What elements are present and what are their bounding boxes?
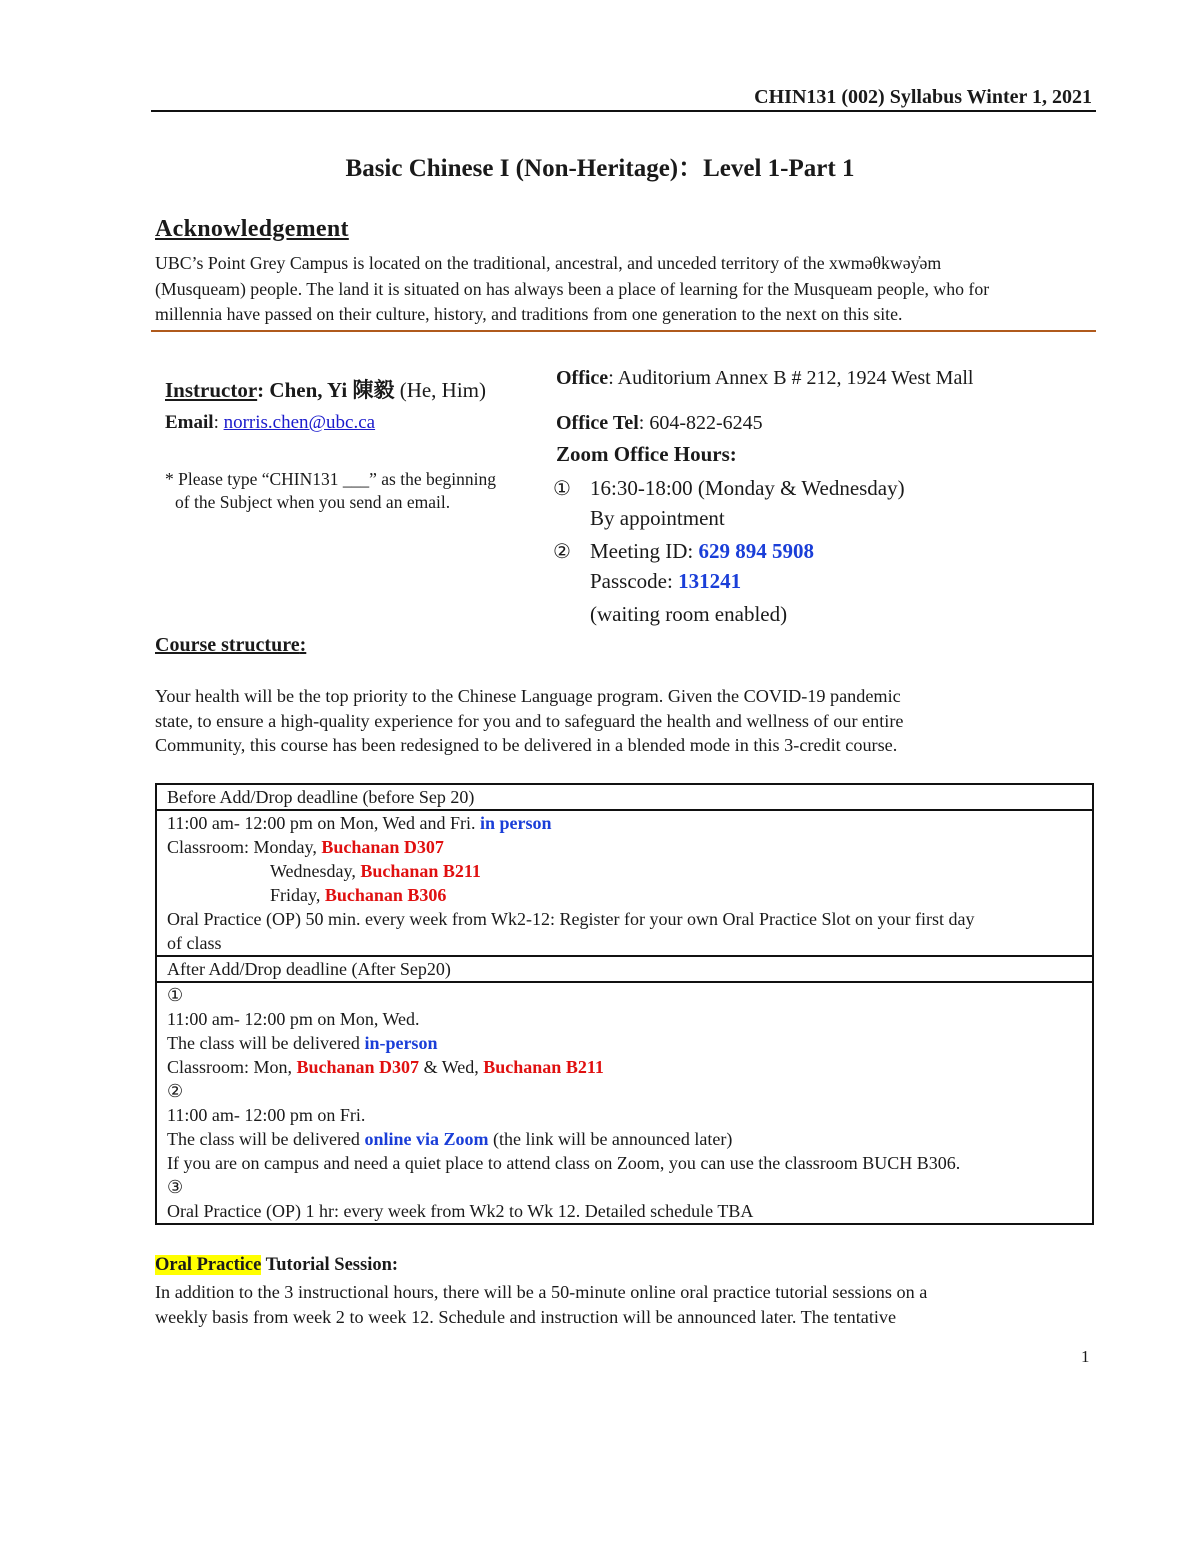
office-address: Auditorium Annex B # 212, 1924 West Mall [617,367,974,389]
note-line: * Please type “CHIN131 ___” as the beginning [165,469,496,489]
zoom-hours-heading: Zoom Office Hours: [556,442,737,466]
schedule-table [155,783,1094,1225]
circle-one-marker: ① [553,478,571,500]
ack-line: millennia have passed on their culture, history, and traditions from one generation to the next on this site. [155,304,903,324]
online-note: (the link will be announced later) [488,1129,733,1149]
office-tel-label: Office Tel [556,412,639,434]
meeting-id-line [590,539,814,564]
acknowledgement-heading: Acknowledgement [155,216,349,242]
course-structure-heading [155,634,306,657]
passcode: 131241 [678,569,742,593]
in-person-tag: in person [480,813,552,833]
appointment-text: By appointment [590,506,725,530]
instructor-pronouns: (He, Him) [399,378,487,402]
office-label: Office [556,367,609,389]
ack-line: (Musqueam) people. The land it is situated on has always been a place of learning for the Musqueam people, who for [155,278,990,299]
friday-label: Friday, [270,885,325,905]
circle-two-marker: ② [167,1081,184,1101]
meeting-id: 629 894 5908 [698,539,814,563]
acknowledgement-text [155,251,1095,328]
after-time-mon-wed: 11:00 am- 12:00 pm on Mon, Wed. [167,1009,420,1029]
delivered-label: The class will be delivered [167,1129,365,1149]
oral-practice-line: Oral Practice (OP) 1 hr: every week from Wk2 to Wk 12. Detailed schedule TBA [167,1201,754,1221]
oral-practice-text [155,1280,1095,1330]
quiet-place-note: If you are on campus and need a quiet place to attend class on Zoom, you can use the classroom BUCH B306. [167,1153,961,1173]
document-title: Basic Chinese I (Non-Heritage)：Level 1-Part 1 [345,155,855,182]
after-deadline-details [156,982,1093,1224]
circle-three-marker: ③ [167,1177,184,1197]
meeting-id-label: Meeting ID: [590,539,699,563]
section-divider [151,330,1096,332]
email-label: Email [165,412,214,433]
oral-heading-rest: Tutorial Session: [261,1255,399,1275]
oral-line: In addition to the 3 instructional hours, there will be a 50-minute online oral practice tutorial sessions on a [155,1282,928,1302]
before-deadline-header: Before Add/Drop deadline (before Sep 20) [156,784,1093,810]
instructor-label: Instructor [165,378,258,402]
before-time: 11:00 am- 12:00 pm on Mon, Wed and Fri. [167,813,481,833]
office-tel: 604-822-6245 [649,412,763,434]
waiting-room-note: (waiting room enabled) [590,602,788,626]
table-row [156,982,1093,1224]
classroom-label: Classroom: Monday, [167,837,322,857]
table-row [156,956,1093,982]
oral-practice-line: Oral Practice (OP) 50 min. every week from Wk2-12: Register for your own Oral Practice Slot on your first day [167,909,975,929]
email-line: Email: norris.chen@ubc.ca [165,412,376,433]
course-line: state, to ensure a high-quality experience for you and to safeguard the health and wellness of our entire [155,710,904,731]
room-friday: Buchanan B306 [324,885,447,905]
course-structure-text [155,684,1095,758]
circle-two-marker: ② [553,541,571,563]
office-line: Office: Auditorium Annex B # 212, 1924 West Mall [556,367,974,389]
room-monday: Buchanan D307 [321,837,444,857]
course-heading-colon: : [299,634,307,656]
office-tel-line: Office Tel: 604-822-6245 [556,412,763,434]
passcode-line [590,569,741,594]
page-number: 1 [1081,1347,1090,1366]
circle-one-marker: ① [167,985,184,1005]
wednesday-label: Wednesday, [270,861,361,881]
classroom-label: Classroom: Mon, [167,1057,297,1077]
header-divider [151,110,1096,112]
room-wednesday: Buchanan B211 [483,1057,604,1077]
email-link[interactable]: norris.chen@ubc.ca [223,412,376,433]
instructor-colon: : [257,378,265,402]
after-deadline-header: After Add/Drop deadline (After Sep20) [156,956,1093,982]
instructor-line [165,374,486,404]
course-heading-text: Course structure [155,634,300,656]
room-wednesday: Buchanan B211 [360,861,481,881]
ack-line: UBC’s Point Grey Campus is located on the traditional, ancestral, and unceded territory of the xwməθkwəy̓əm [155,253,942,273]
in-person-tag: in-person [364,1033,438,1053]
table-row [156,784,1093,810]
online-zoom-tag: online via Zoom [364,1129,489,1149]
course-line: Your health will be the top priority to the Chinese Language program. Given the COVID-19 pandemic [155,686,901,706]
course-line: Community, this course has been redesigned to be delivered in a blended mode in this 3-credit course. [155,735,898,755]
highlighted-text: Oral Practice [155,1255,262,1275]
after-time-fri: 11:00 am- 12:00 pm on Fri. [167,1105,366,1125]
room-monday: Buchanan D307 [296,1057,420,1077]
oral-practice-line: of class [167,933,222,953]
oral-line: weekly basis from week 2 to week 12. Schedule and instruction will be announced later. The tentative [155,1307,897,1327]
delivered-label: The class will be delivered [167,1033,365,1053]
wednesday-label: & Wed, [419,1057,484,1077]
table-row [156,810,1093,956]
passcode-label: Passcode: [590,569,679,593]
instructor-name: Chen, Yi 陳毅 [269,378,395,402]
zoom-hours: 16:30-18:00 (Monday & Wednesday) [590,476,905,500]
oral-practice-heading [155,1255,398,1276]
before-deadline-details [156,810,1093,956]
note-line: of the Subject when you send an email. [175,492,451,512]
page-header: CHIN131 (002) Syllabus Winter 1, 2021 [754,86,1092,108]
email-note [165,468,550,514]
